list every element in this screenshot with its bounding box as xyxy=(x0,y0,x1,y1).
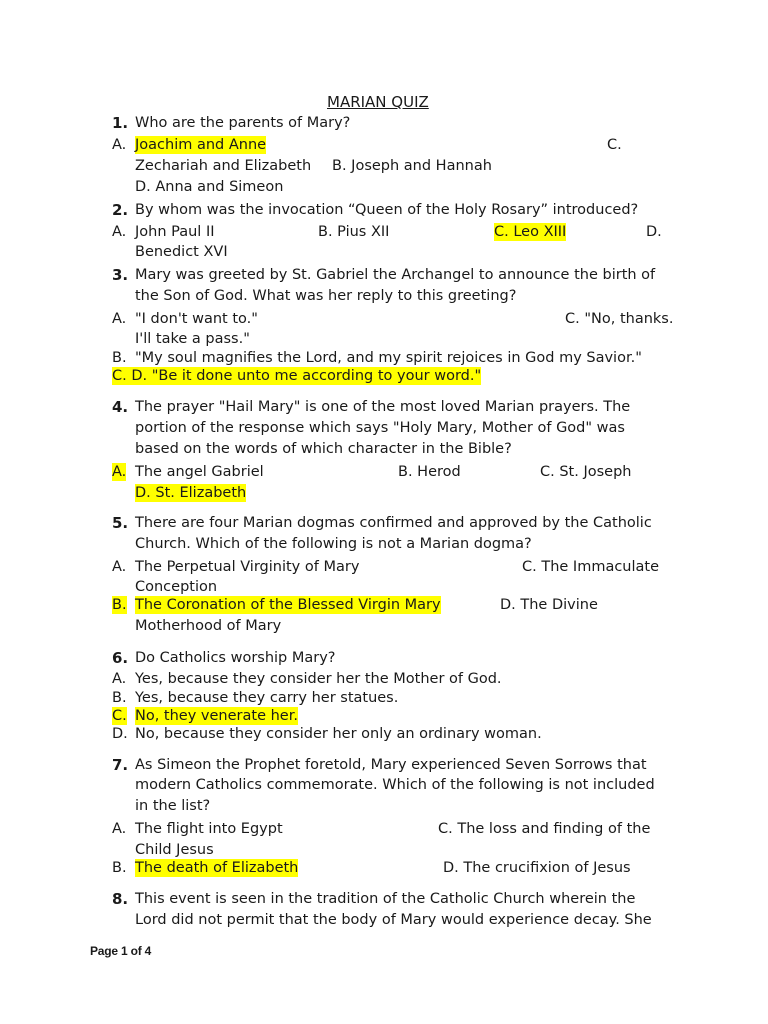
option-text: Yes, because they consider her the Mother of God. xyxy=(135,671,502,687)
option-label: C. xyxy=(112,708,127,724)
option-text: C. St. Joseph xyxy=(540,464,632,480)
option-text: "My soul magnifies the Lord, and my spirit rejoices in God my Savior." xyxy=(135,350,642,366)
question-text: modern Catholics commemorate. Which of the following is not included xyxy=(135,777,655,793)
option-label: A. xyxy=(112,559,127,575)
question-text: As Simeon the Prophet foretold, Mary experienced Seven Sorrows that xyxy=(135,757,647,773)
option-label: B. xyxy=(112,690,127,706)
option-label: B. xyxy=(112,350,127,366)
option-text: Conception xyxy=(135,579,218,595)
option-answer-highlight: No, they venerate her. xyxy=(135,708,298,724)
option-text: Child Jesus xyxy=(135,842,214,858)
question-number: 7. xyxy=(112,756,129,774)
option-text: Yes, because they carry her statues. xyxy=(135,690,399,706)
question-number: 4. xyxy=(112,398,129,416)
question-number: 6. xyxy=(112,649,129,667)
option-label: D. xyxy=(112,726,128,742)
question-text: based on the words of which character in the Bible? xyxy=(135,441,512,457)
option-text: The Perpetual Virginity of Mary xyxy=(135,559,360,575)
option-text: C. "No, thanks. xyxy=(565,311,674,327)
option-answer-highlight: The Coronation of the Blessed Virgin Mary xyxy=(135,597,441,613)
option-text: D. The crucifixion of Jesus xyxy=(443,860,631,876)
option-text: "I don't want to." xyxy=(135,311,258,327)
option-label: B. xyxy=(112,860,127,876)
option-label: A. xyxy=(112,464,127,480)
option-label: A. xyxy=(112,821,127,837)
question-text: Church. Which of the following is not a Marian dogma? xyxy=(135,536,532,552)
page-number-footer: Page 1 of 4 xyxy=(90,944,152,958)
option-text: John Paul II xyxy=(135,224,215,240)
option-text: D. Anna and Simeon xyxy=(135,179,284,195)
option-answer-highlight: The death of Elizabeth xyxy=(135,860,299,876)
question-number: 1. xyxy=(112,114,129,132)
option-label: A. xyxy=(112,311,127,327)
question-text: Lord did not permit that the body of Mary would experience decay. She xyxy=(135,912,652,928)
option-text: Zechariah and Elizabeth xyxy=(135,158,312,174)
option-text: B. Pius XII xyxy=(318,224,390,240)
option-text: The angel Gabriel xyxy=(135,464,264,480)
option-label: D. xyxy=(646,224,662,240)
option-label: C. xyxy=(607,137,622,153)
option-answer-highlight: Joachim and Anne xyxy=(135,137,267,153)
question-text: in the list? xyxy=(135,798,211,814)
question-number: 3. xyxy=(112,266,129,284)
option-text: B. Joseph and Hannah xyxy=(332,158,492,174)
option-label: A. xyxy=(112,671,127,687)
option-label: B. xyxy=(112,597,127,613)
question-number: 8. xyxy=(112,890,129,908)
option-text: C. The loss and finding of the xyxy=(438,821,651,837)
question-number: 5. xyxy=(112,514,129,532)
page-title: MARIAN QUIZ xyxy=(327,93,429,111)
question-text: Who are the parents of Mary? xyxy=(135,115,351,131)
question-text: Do Catholics worship Mary? xyxy=(135,650,336,666)
option-text: Motherhood of Mary xyxy=(135,618,282,634)
question-text: the Son of God. What was her reply to this greeting? xyxy=(135,288,517,304)
option-text: Benedict XVI xyxy=(135,244,228,260)
option-answer-highlight: D. St. Elizabeth xyxy=(135,485,247,501)
option-text: I'll take a pass." xyxy=(135,331,250,347)
option-text: D. The Divine xyxy=(500,597,598,613)
question-text: There are four Marian dogmas confirmed and approved by the Catholic xyxy=(135,515,652,531)
question-text: This event is seen in the tradition of the Catholic Church wherein the xyxy=(135,891,636,907)
option-text: The flight into Egypt xyxy=(135,821,283,837)
question-text: portion of the response which says "Holy Mary, Mother of God" was xyxy=(135,420,625,436)
option-text: B. Herod xyxy=(398,464,461,480)
question-text: The prayer "Hail Mary" is one of the most loved Marian prayers. The xyxy=(135,399,631,415)
option-answer-highlight: C. Leo XIII xyxy=(494,224,567,240)
option-text: C. The Immaculate xyxy=(522,559,660,575)
question-text: Mary was greeted by St. Gabriel the Archangel to announce the birth of xyxy=(135,267,656,283)
question-number: 2. xyxy=(112,201,129,219)
question-text: By whom was the invocation “Queen of the Holy Rosary” introduced? xyxy=(135,202,639,218)
option-label: A. xyxy=(112,224,127,240)
option-label: A. xyxy=(112,137,127,153)
option-answer-highlight: C. D. "Be it done unto me according to your word." xyxy=(112,368,482,384)
option-text: No, because they consider her only an ordinary woman. xyxy=(135,726,542,742)
